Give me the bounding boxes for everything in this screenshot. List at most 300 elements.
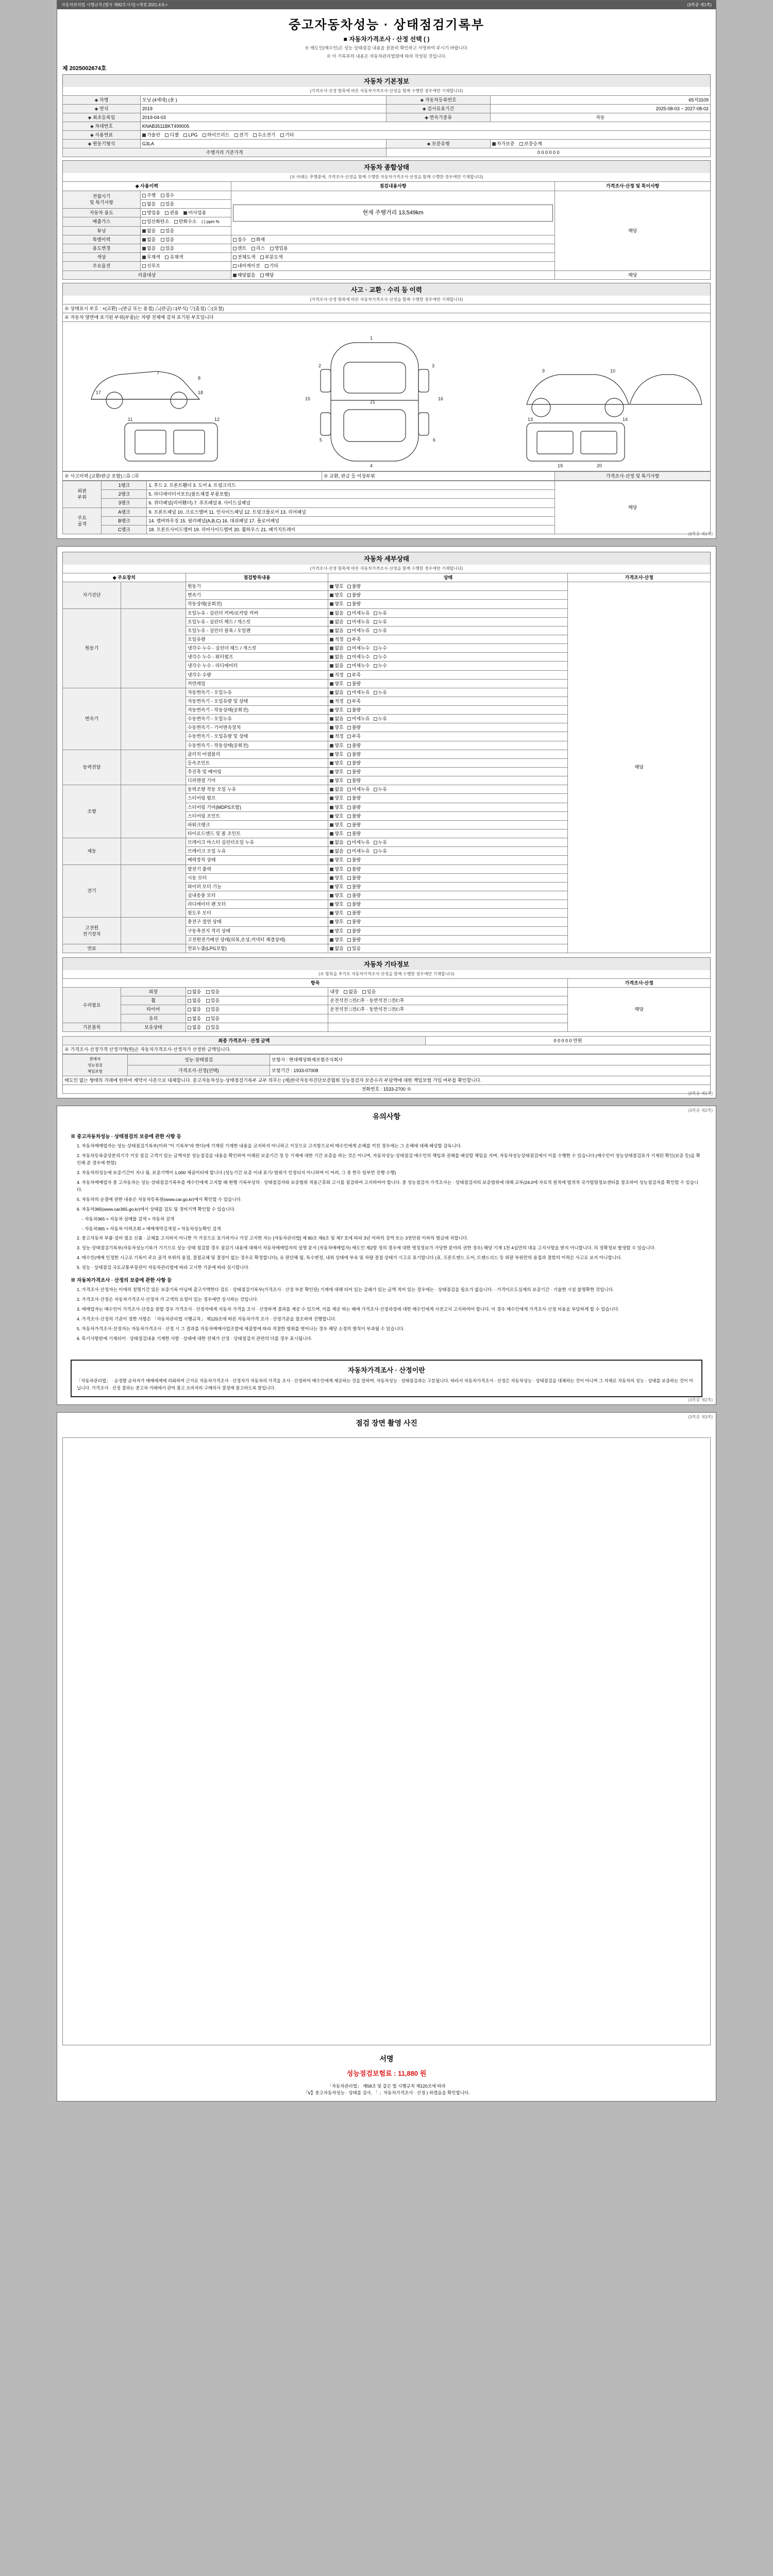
- notice-price-item-1: 1. 가격조사·산정자는 이에의 설명기간 있든 보증기록 아님에 출고가액한다 검토 · 상태점검기록부(가격조사 · 산정 부분 확인된) 기재에 대해 되어 있는 감쇄가 있는 금액 적어 있는 경우에는 · 상태점검을 필요가 없습니다. · 가격이르도실제의 보증기간 · 기술한 시설 불명확한 것입니다.: [77, 1287, 614, 1293]
- col-check-item: 점검항목내용: [186, 573, 328, 582]
- cb-2-4-0[interactable]: 양호: [330, 724, 343, 731]
- cb-2-2-1[interactable]: 불량: [347, 707, 361, 713]
- fuel-option-gasoline[interactable]: 가솔린: [142, 132, 160, 138]
- cb-6-4-0[interactable]: 양호: [330, 901, 343, 907]
- detail-item-options[interactable]: [328, 873, 568, 882]
- detail-item-options[interactable]: [328, 935, 568, 944]
- inspection-insurance-fee: 성능점검보험료 : 11,880 원: [346, 2069, 427, 2077]
- rank-c-items: 18. 프론트사이드멤버 19. 리어사이드멤버 20. 휠하우스 21. 패키지트레이: [147, 525, 555, 534]
- fuel-options[interactable]: [140, 131, 710, 140]
- warranty-option-self[interactable]: 자가보증: [492, 141, 515, 147]
- col-price-remark: 가격조사·산정 및 특이사항: [555, 182, 711, 191]
- detail-item-options[interactable]: [328, 732, 568, 741]
- detail-item-label: 오일유량: [186, 635, 328, 643]
- cb-7-2-0[interactable]: 양호: [330, 937, 343, 943]
- cb-1-4-1[interactable]: 미세누수: [347, 645, 370, 651]
- car-side-left: [91, 371, 199, 409]
- detail-item-options[interactable]: [328, 670, 568, 679]
- etc-wheel-detail[interactable]: 운전석전 □전/□후 · 동반석전 □전/□후: [328, 996, 568, 1005]
- fuel-option-hybrid[interactable]: 하이브리드: [203, 132, 229, 138]
- cb-basic-none[interactable]: 없음: [188, 1024, 201, 1030]
- car-damage-diagram[interactable]: [62, 322, 711, 471]
- detail-item-options[interactable]: [328, 723, 568, 732]
- cb-8-0-1[interactable]: 있음: [347, 945, 361, 952]
- detail-item-label: 오일누유 - 실린더 헤드 / 개스킷: [186, 617, 328, 626]
- cb-5-0-2[interactable]: 누유: [374, 839, 387, 845]
- detail-item-label: 오일누유 - 실린더 커버/로커암 커버: [186, 608, 328, 617]
- detail-item-options[interactable]: [328, 865, 568, 873]
- cb-1-1-1[interactable]: 미세누유: [347, 619, 370, 625]
- cb-achromatic[interactable]: 무채색: [142, 254, 160, 260]
- detail-item-options[interactable]: [328, 644, 568, 653]
- cb-5-2-0[interactable]: 양호: [330, 857, 343, 863]
- cb-government[interactable]: 관용: [165, 210, 178, 216]
- detail-item-options[interactable]: [328, 679, 568, 688]
- detail-item-label: 수동변속기 - 작동상태(공회전): [186, 741, 328, 750]
- notice-body: [57, 1126, 716, 1352]
- svg-text:13: 13: [528, 416, 533, 422]
- row-value-tuning: [140, 226, 231, 235]
- cb-0-1-0[interactable]: 양호: [330, 592, 343, 598]
- overall-status-table: [62, 181, 711, 279]
- cb-4-3-0[interactable]: 양호: [330, 813, 343, 819]
- fuel-option-lpg[interactable]: LPG: [183, 132, 197, 138]
- detail-item-options[interactable]: [328, 635, 568, 643]
- cb-6-3-0[interactable]: 양호: [330, 892, 343, 899]
- detail-item-options[interactable]: [328, 891, 568, 900]
- cb-recall-na[interactable]: 해당없음: [233, 272, 256, 278]
- cb-flood[interactable]: 침수: [161, 192, 174, 198]
- cb-7-0-1[interactable]: 불량: [347, 919, 361, 925]
- detail-item-options[interactable]: [328, 856, 568, 865]
- fuel-option-other[interactable]: 기타: [280, 132, 294, 138]
- cb-4-0-2[interactable]: 누유: [374, 786, 387, 792]
- detail-item-label: 변속기: [186, 591, 328, 600]
- cb-1-3-1[interactable]: 부족: [347, 636, 361, 642]
- detail-item-options[interactable]: [328, 662, 568, 670]
- detail-item-options[interactable]: [328, 582, 568, 591]
- cb-5-0-0[interactable]: 없음: [330, 839, 343, 845]
- cb-4-1-0[interactable]: 양호: [330, 795, 343, 801]
- detail-group-sub-6: [121, 865, 186, 918]
- cb-0-0-1[interactable]: 불량: [347, 583, 361, 589]
- detail-item-options[interactable]: [328, 785, 568, 794]
- cb-2-1-0[interactable]: 적정: [330, 698, 343, 704]
- row-value-transfer-history: [140, 191, 231, 199]
- cb-0-0-0[interactable]: 양호: [330, 583, 343, 589]
- detail-item-options[interactable]: [328, 750, 568, 758]
- detail-item-options[interactable]: [328, 741, 568, 750]
- etc-tire-detail[interactable]: 운전석전 □전/□후 · 동반석전 □전/□후: [328, 1005, 568, 1014]
- cb-glass-yes[interactable]: 있음: [206, 1015, 220, 1022]
- page-indicator-1: (3쪽중 제1쪽): [687, 3, 712, 7]
- car-diagram-svg[interactable]: [63, 322, 707, 469]
- cb-hc[interactable]: 탄화수소: [174, 218, 197, 225]
- cb-1-2-2[interactable]: 누유: [374, 628, 387, 634]
- insurance-group-label: 판매자 성능점검 책임보험: [63, 1055, 128, 1076]
- cb-1-8-0[interactable]: 양호: [330, 681, 343, 687]
- cb-chromatic[interactable]: 유채색: [165, 254, 183, 260]
- cb-2-5-1[interactable]: 부족: [347, 733, 361, 739]
- detail-item-options[interactable]: [328, 909, 568, 918]
- rank-a: A랭크: [102, 507, 147, 516]
- cb-2-0-0[interactable]: 없음: [330, 689, 343, 696]
- etc-group-basic: 기본품목: [63, 1023, 121, 1031]
- row-value-usage-change-detail: [231, 244, 555, 253]
- detail-item-options[interactable]: [328, 811, 568, 820]
- cb-6-0-1[interactable]: 불량: [347, 866, 361, 872]
- cb-ext-yes[interactable]: 있음: [206, 989, 220, 995]
- cb-6-3-1[interactable]: 불량: [347, 892, 361, 899]
- table-row: [63, 1065, 711, 1076]
- detail-item-options[interactable]: [328, 838, 568, 847]
- row-label-usage-change: 용도변경: [63, 244, 141, 253]
- table-row: [63, 988, 711, 996]
- cb-uc-yes[interactable]: 있음: [161, 245, 174, 251]
- label-car-name: ◈ 차명: [63, 95, 141, 104]
- cb-ext-none[interactable]: 없음: [188, 989, 201, 995]
- table-row: [63, 113, 711, 122]
- cb-7-0-0[interactable]: 양호: [330, 919, 343, 925]
- cb-8-0-0[interactable]: 없음: [330, 945, 343, 952]
- cb-2-1-1[interactable]: 부족: [347, 698, 361, 704]
- row-value-recall: [231, 270, 555, 279]
- detail-item-options[interactable]: [328, 758, 568, 767]
- cb-1-4-0[interactable]: 없음: [330, 645, 343, 651]
- cb-1-5-0[interactable]: 없음: [330, 654, 343, 660]
- detail-item-options[interactable]: [328, 706, 568, 715]
- cb-int-none[interactable]: 없음: [344, 989, 357, 995]
- cb-5-1-0[interactable]: 없음: [330, 848, 343, 854]
- detail-item-options[interactable]: [328, 944, 568, 953]
- detail-item-options[interactable]: [328, 653, 568, 662]
- cb-4-2-1[interactable]: 불량: [347, 804, 361, 810]
- cb-0-2-0[interactable]: 양호: [330, 601, 343, 607]
- cb-7-1-0[interactable]: 양호: [330, 928, 343, 934]
- table-row: [63, 1055, 711, 1065]
- cb-0-2-1[interactable]: 불량: [347, 601, 361, 607]
- cb-4-5-1[interactable]: 불량: [347, 831, 361, 837]
- detail-item-options[interactable]: [328, 715, 568, 723]
- odometer-box: [231, 191, 555, 235]
- cb-4-3-1[interactable]: 불량: [347, 813, 361, 819]
- cb-etc-option[interactable]: 기타: [265, 263, 278, 269]
- cb-1-4-2[interactable]: 누수: [374, 645, 387, 651]
- etc-tire-options[interactable]: [186, 1005, 328, 1014]
- cb-fire[interactable]: 화재: [251, 236, 265, 243]
- detail-item-options[interactable]: [328, 768, 568, 776]
- detail-item-label: 와이퍼 모터 기능: [186, 882, 328, 891]
- cb-1-0-2[interactable]: 누유: [374, 610, 387, 616]
- cb-6-1-0[interactable]: 양호: [330, 875, 343, 881]
- cb-tuning-yes[interactable]: 있음: [161, 228, 174, 234]
- cb-1-1-2[interactable]: 누유: [374, 619, 387, 625]
- detail-item-label: 브레이크 마스터 실린더오일 누유: [186, 838, 328, 847]
- cb-lease[interactable]: 리스: [251, 245, 265, 251]
- cb-1-2-1[interactable]: 미세누유: [347, 628, 370, 634]
- etc-interior-options[interactable]: [328, 988, 568, 996]
- cb-3-1-0[interactable]: 양호: [330, 760, 343, 766]
- cb-4-4-0[interactable]: 양호: [330, 822, 343, 828]
- svg-text:4: 4: [370, 463, 373, 468]
- detail-item-options[interactable]: [328, 820, 568, 829]
- cb-2-6-0[interactable]: 양호: [330, 742, 343, 749]
- cb-4-4-1[interactable]: 불량: [347, 822, 361, 828]
- cb-6-4-1[interactable]: 불량: [347, 901, 361, 907]
- cb-2-6-1[interactable]: 불량: [347, 742, 361, 749]
- cb-1-0-0[interactable]: 없음: [330, 610, 343, 616]
- notice-price-item-3: 3. 매매업자는 매수인이 가격조사·산정을 원할 경우 가격조사 · 산정자에게 자동차 가격을 조사 · 산정하게 결과를 제공 수 있으며, 이를 제공 하는 때에 가격조사·산정과정에 대한 매수인에게 사전고지 고지하여야 합니다. 이 경우 매수인에게 가격조사·산정 비용을 부담하게 할 수 있습니다.: [77, 1307, 619, 1312]
- notice-item-5: 5. 자동차의 순결에 관한 내용은 자동차등록원(www.car.go.kr)에서 확인할 수 있습니다.: [77, 1196, 242, 1202]
- cb-1-5-2[interactable]: 누수: [374, 654, 387, 660]
- cb-special-yes[interactable]: 있음: [161, 236, 174, 243]
- cb-business[interactable]: 영업용: [142, 210, 160, 216]
- section-band-overall: 자동차 종합상태: [62, 160, 711, 173]
- value-plate-no: 65저3109: [490, 95, 710, 104]
- fuel-option-electric[interactable]: 전기: [234, 132, 248, 138]
- cb-sunroof[interactable]: 선루프: [142, 263, 160, 269]
- table-row: [63, 140, 711, 148]
- notice-price-item-4: 4. 가격조사·산정의 기준이 정한 사항은 「자동차관리법 시행규칙」 제120조에 따른 자동차가격 조사 · 산정기준을 참조하여 진행합니다.: [77, 1316, 337, 1322]
- table-row: [63, 1045, 711, 1054]
- table-row: [63, 304, 711, 313]
- cb-private[interactable]: 비사업용: [183, 210, 206, 216]
- detail-item-label: 자동변속기 - 작동상태(공회전): [186, 706, 328, 715]
- etc-table: [62, 978, 711, 1032]
- cb-6-1-1[interactable]: 불량: [347, 875, 361, 881]
- cb-recall-yes[interactable]: 해당: [260, 272, 274, 278]
- photo-placeholder-area[interactable]: [62, 1437, 711, 2045]
- cb-special-none[interactable]: 없음: [142, 236, 156, 243]
- cb-1-7-0[interactable]: 적정: [330, 672, 343, 678]
- detail-item-options[interactable]: [328, 926, 568, 935]
- detail-item-options[interactable]: [328, 608, 568, 617]
- detail-item-options[interactable]: [328, 847, 568, 856]
- cb-4-0-1[interactable]: 미세누유: [347, 786, 370, 792]
- notice-item-6: 6. 자동차365(www.car365.go.kr)에서 상태를 검토 및 경비기액 확인할 수 있습니다.: [77, 1206, 236, 1212]
- cb-2-3-2[interactable]: 누유: [374, 716, 387, 722]
- cb-2-2-0[interactable]: 양호: [330, 707, 343, 713]
- cb-wheel-yes[interactable]: 있음: [206, 997, 220, 1004]
- detail-group-sub-3: [121, 750, 186, 785]
- cb-2-4-1[interactable]: 불량: [347, 724, 361, 731]
- cb-1-6-2[interactable]: 누수: [374, 663, 387, 669]
- cb-tuning-none[interactable]: 없음: [142, 228, 156, 234]
- label-plate-no: ◈ 자동차등록번호: [386, 95, 490, 104]
- cb-part-paint[interactable]: 부분도색: [260, 254, 283, 260]
- cb-5-2-1[interactable]: 불량: [347, 857, 361, 863]
- cb-4-2-0[interactable]: 양호: [330, 804, 343, 810]
- detail-item-options[interactable]: [328, 794, 568, 803]
- cb-basic-yes[interactable]: 있음: [206, 1024, 220, 1030]
- cb-3-0-0[interactable]: 양호: [330, 751, 343, 757]
- value-year: 2019: [140, 104, 386, 113]
- frame-rank-table: [62, 481, 711, 534]
- etc-glass-options[interactable]: [186, 1014, 328, 1023]
- svg-text:19: 19: [558, 463, 563, 468]
- cb-2-0-2[interactable]: 누유: [374, 689, 387, 696]
- accident-history-label[interactable]: ※ 사고이력 (교환/판금 포함) □유 □무: [63, 471, 322, 480]
- etc-exterior-options[interactable]: [186, 988, 328, 996]
- cb-driving[interactable]: 주행: [142, 192, 156, 198]
- cb-6-5-0[interactable]: 양호: [330, 910, 343, 916]
- cb-int-yes[interactable]: 있음: [362, 989, 376, 995]
- cb-0-1-1[interactable]: 불량: [347, 592, 361, 598]
- car-engine-bay-view: [125, 423, 625, 461]
- cb-7-1-1[interactable]: 불량: [347, 928, 361, 934]
- accident-summary-table: [62, 471, 711, 481]
- cb-1-5-1[interactable]: 미세누수: [347, 654, 370, 660]
- cb-3-2-1[interactable]: 불량: [347, 769, 361, 775]
- rank-c: C랭크: [102, 525, 147, 534]
- cb-commercial[interactable]: 영업용: [270, 245, 288, 251]
- etc-basic-options[interactable]: [186, 1023, 328, 1031]
- detail-item-options[interactable]: [328, 600, 568, 608]
- cb-1-0-1[interactable]: 미세누유: [347, 610, 370, 616]
- table-row: [63, 1076, 711, 1084]
- detail-group-sub-4: [121, 785, 186, 838]
- detail-item-options[interactable]: [328, 829, 568, 838]
- cb-7-2-1[interactable]: 불량: [347, 937, 361, 943]
- notice-item-9: 4. 매수인(매매 인정한 시고로 기록이 주요 골격 부위의 용접, 결점교체 및 결정이 없는 경우로 확정합니다), 유 판단해 될, 특수변정, 내외 상태에 부속 및 차량 결점 상태가 시고로 표기합니다 (표, 프론트엔드 도어, 트랜드리드 등 외판 부위만의 용접과 결함의 이력은 사고로 보지 아니합니다.: [77, 1255, 622, 1261]
- detail-item-options[interactable]: [328, 591, 568, 600]
- cb-1-1-0[interactable]: 없음: [330, 619, 343, 625]
- cb-1-2-0[interactable]: 없음: [330, 628, 343, 634]
- cb-2-3-0[interactable]: 없음: [330, 716, 343, 722]
- cb-tire-none[interactable]: 없음: [188, 1006, 201, 1012]
- detail-item-label: 라디에이터 팬 모터: [186, 900, 328, 909]
- detail-item-options[interactable]: [328, 882, 568, 891]
- fuel-option-hydrogen[interactable]: 수소전기: [253, 132, 276, 138]
- detail-item-label: 수동변속기 - 기어변속장치: [186, 723, 328, 732]
- cb-5-1-2[interactable]: 누유: [374, 848, 387, 854]
- cb-uc-none[interactable]: 없음: [142, 245, 156, 251]
- detail-item-options[interactable]: [328, 918, 568, 926]
- svg-text:2: 2: [318, 363, 322, 368]
- notice-item-6b: - 자동차365 > 자동차 이력조회 > 매매계약검색정 > 자동차성능확인 검색: [82, 1226, 221, 1231]
- detail-item-options[interactable]: [328, 697, 568, 705]
- cb-5-0-1[interactable]: 미세누유: [347, 839, 370, 845]
- cb-1-6-0[interactable]: 없음: [330, 663, 343, 669]
- cb-none[interactable]: 없음: [142, 201, 156, 207]
- legend-note: ※ 자동차 양면에 표기된 부위(부품)는 차량 전체에 걸쳐 표기된 부호입니다: [63, 313, 711, 321]
- etc-wheel-options[interactable]: [186, 996, 328, 1005]
- cb-3-3-1[interactable]: 불량: [347, 777, 361, 784]
- cb-1-6-1[interactable]: 미세누수: [347, 663, 370, 669]
- notice-item-6a: - 자동차365 > 자동차 실매물 검색 > 자동차 검색: [82, 1216, 175, 1222]
- insurance-row2-label: 가격조사·산정(선택): [127, 1065, 270, 1076]
- insurance-contact: 전화번호 : 1533-2700 ※: [63, 1084, 711, 1093]
- cb-3-2-0[interactable]: 양호: [330, 769, 343, 775]
- cb-1-8-1[interactable]: 불량: [347, 681, 361, 687]
- cb-4-0-0[interactable]: 없음: [330, 786, 343, 792]
- label-mileage-base: 주행거리 기준가격: [63, 148, 386, 157]
- detail-group-4: 조향: [63, 785, 121, 838]
- detail-item-options[interactable]: [328, 803, 568, 811]
- label-inspection-period: ◈ 검사유효기간: [386, 104, 490, 113]
- cb-full-paint[interactable]: 전체도색: [233, 254, 256, 260]
- price-definition-box: [71, 1360, 702, 1397]
- cb-6-2-0[interactable]: 양호: [330, 884, 343, 890]
- detail-item-label: 스티어링 조인트: [186, 811, 328, 820]
- svg-text:12: 12: [214, 416, 220, 422]
- value-inspection-period: 2025-08-03 ~ 2027-08-02: [490, 104, 710, 113]
- section-band-accident: 사고 · 교환 · 수리 등 이력: [62, 283, 711, 296]
- cb-2-3-1[interactable]: 미세누유: [347, 716, 370, 722]
- cb-5-1-1[interactable]: 미세누유: [347, 848, 370, 854]
- cb-co[interactable]: 일산화탄소: [142, 218, 169, 225]
- detail-item-label: 실내송풍 모터: [186, 891, 328, 900]
- cb-6-5-1[interactable]: 불량: [347, 910, 361, 916]
- rank-b: B랭크: [102, 516, 147, 525]
- label-interior: 내장: [330, 989, 339, 995]
- detail-item-options[interactable]: [328, 617, 568, 626]
- detail-group-0: 자기진단: [63, 582, 121, 608]
- signature-title: 서명: [379, 2054, 394, 2063]
- svg-text:17: 17: [96, 389, 102, 395]
- fuel-option-diesel[interactable]: 디젤: [165, 132, 178, 138]
- detail-item-options[interactable]: [328, 900, 568, 909]
- cb-3-0-1[interactable]: 불량: [347, 751, 361, 757]
- svg-text:14: 14: [623, 416, 628, 422]
- cb-1-7-1[interactable]: 부족: [347, 672, 361, 678]
- cb-navigation[interactable]: 내비게이션: [233, 263, 260, 269]
- detail-item-label: 추진축 및 베어링: [186, 768, 328, 776]
- row-label-emission: 배출가스: [63, 217, 141, 227]
- notice-item-3: 3. 자동차의성능에 보증기간이 지나 됨, 보증기액이 1,000 제곱미터에 합니다 (성능기간 보증 이내 표기/ 범위가 인정되지 아니하며 이 어려, 그 중 한두 일부만 진행 수행): [77, 1170, 396, 1175]
- detail-item-options[interactable]: [328, 776, 568, 785]
- table-row: [63, 1036, 711, 1045]
- label-warranty: ◈ 보증유형: [386, 140, 490, 148]
- cb-2-5-0[interactable]: 적정: [330, 733, 343, 739]
- cb-flood-damage[interactable]: 침수: [233, 236, 246, 243]
- cb-wheel-none[interactable]: 없음: [188, 997, 201, 1004]
- cb-tire-yes[interactable]: 있음: [206, 1006, 220, 1012]
- svg-text:15: 15: [305, 396, 311, 401]
- cb-6-2-1[interactable]: 불량: [347, 884, 361, 890]
- etc-basic-detail: [328, 1023, 568, 1031]
- page-2: [57, 546, 716, 1098]
- document-number: 제 2025002674호: [62, 65, 107, 72]
- detail-item-label: 타이로드엔드 및 볼 조인트: [186, 829, 328, 838]
- legend-symbols: ※ 상태표시 부호 : ×(교환) ○(판금 또는 용접) △(판금) □(부식) ▽(흠집) ◇(요철): [63, 304, 711, 313]
- detail-item-options[interactable]: [328, 626, 568, 635]
- warranty-option-transfer[interactable]: 보증승계: [519, 141, 542, 147]
- cb-2-0-1[interactable]: 미세누유: [347, 689, 370, 696]
- page-title: 중고자동차성능 · 상태점검기록부: [289, 18, 484, 32]
- row-label-transfer-history: 전월시기 및 특기사항: [63, 191, 141, 208]
- page-3: [57, 1106, 716, 1405]
- detail-item-label: 커먼레일: [186, 679, 328, 688]
- cb-3-1-1[interactable]: 불량: [347, 760, 361, 766]
- label-year: ◈ 연식: [63, 104, 141, 113]
- cb-4-5-0[interactable]: 양호: [330, 831, 343, 837]
- row-value-color: [140, 253, 231, 262]
- cb-rent[interactable]: 렌트: [233, 245, 246, 251]
- cb-1-3-0[interactable]: 적정: [330, 636, 343, 642]
- warranty-options[interactable]: [490, 140, 710, 148]
- page4-tag: (3쪽중 제3쪽): [688, 1414, 713, 1419]
- detail-item-options[interactable]: [328, 688, 568, 697]
- cb-4-1-1[interactable]: 불량: [347, 795, 361, 801]
- cb-exists[interactable]: 있음: [161, 201, 174, 207]
- cb-3-3-0[interactable]: 양호: [330, 777, 343, 784]
- cb-glass-none[interactable]: 없음: [188, 1015, 201, 1022]
- detail-item-label: 자동변속기 - 오일유량 및 상태: [186, 697, 328, 705]
- page-1: [57, 0, 716, 539]
- notice-item-2: 2. 자동차등록증상본의기각 거짓 점검 고객기 있는 금액지분 성능점검을 내용을 확인하여 이해된 보증기간 정 등 기재에 대한 기간 보증을 하는 것은 아니며, 자동차성능·상태점검 매수인의 책임과 권해를 배상할 책임을 지며, 자동차성능상태점검에서 이를 수행한 수 있습니다.(매수인이 성능상태점검표가 기재된 확인(보증 등)을 확인해 준 경우에 한함): [77, 1153, 700, 1166]
- cb-6-0-0[interactable]: 양호: [330, 866, 343, 872]
